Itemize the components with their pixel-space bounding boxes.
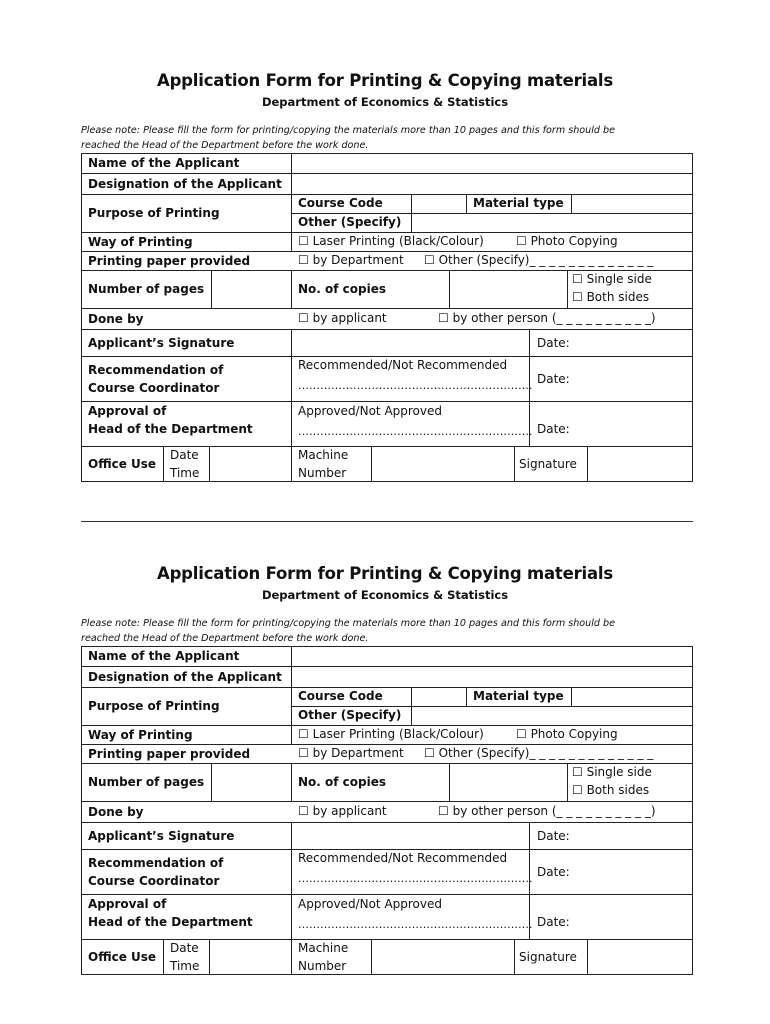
office-time-label: Time xyxy=(170,959,200,973)
both-sides-checkbox[interactable]: ☐ Both sides xyxy=(572,783,650,797)
course-code-label: Course Code xyxy=(298,689,383,703)
by-applicant-checkbox[interactable]: ☐ by applicant xyxy=(298,804,387,818)
approval-label-line2: Head of the Department xyxy=(88,915,253,929)
designation-field[interactable] xyxy=(292,175,692,194)
office-signature-label: Signature xyxy=(519,457,577,471)
by-other-checkbox[interactable]: ☐ by other person (_ _ _ _ _ _ _ _ _ _) xyxy=(438,804,656,818)
name-label: Name of the Applicant xyxy=(88,156,240,170)
recommended-options[interactable]: Recommended/Not Recommended xyxy=(298,851,508,865)
office-date-label: Date xyxy=(170,941,199,955)
name-field[interactable] xyxy=(292,154,692,173)
copies-field[interactable] xyxy=(450,764,566,801)
course-code-field[interactable] xyxy=(412,195,465,213)
done-by-label: Done by xyxy=(88,805,144,819)
recommendation-date-label: Date: xyxy=(537,372,570,386)
recommended-dots: ………………………………………………………. xyxy=(298,379,533,392)
office-signature-field[interactable] xyxy=(588,940,692,974)
way-label: Way of Printing xyxy=(88,235,193,249)
pages-field[interactable] xyxy=(212,271,290,308)
recommended-dots: ………………………………………………………. xyxy=(298,872,533,885)
signature-date-label: Date: xyxy=(537,336,570,350)
way-label: Way of Printing xyxy=(88,728,193,742)
by-other-checkbox[interactable]: ☐ by other person (_ _ _ _ _ _ _ _ _ _) xyxy=(438,311,656,325)
office-use-label: Office Use xyxy=(88,950,157,964)
paper-label: Printing paper provided xyxy=(88,747,251,761)
other-specify-field[interactable] xyxy=(412,707,692,725)
signature-field[interactable] xyxy=(292,823,528,849)
note-line-2: reached the Head of the Department before the work done. xyxy=(81,140,369,151)
office-use-label: Office Use xyxy=(88,457,157,471)
photo-checkbox[interactable]: ☐ Photo Copying xyxy=(516,234,618,248)
by-applicant-checkbox[interactable]: ☐ by applicant xyxy=(298,311,387,325)
designation-label: Designation of the Applicant xyxy=(88,670,282,684)
office-date-time-field[interactable] xyxy=(210,447,290,481)
recommendation-label-line1: Recommendation of xyxy=(88,856,224,870)
approved-options[interactable]: Approved/Not Approved xyxy=(298,897,442,911)
course-code-field[interactable] xyxy=(412,688,465,706)
purpose-label: Purpose of Printing xyxy=(88,206,220,220)
department-name: Department of Economics & Statistics xyxy=(261,95,509,109)
department-name: Department of Economics & Statistics xyxy=(261,588,509,602)
note-line-1: Please note: Please fill the form for printing/copying the materials more than 10 pages and this form should be xyxy=(81,618,616,629)
single-side-checkbox[interactable]: ☐ Single side xyxy=(572,765,652,779)
machine-label-line1: Machine xyxy=(298,941,349,955)
copies-label: No. of copies xyxy=(298,775,387,789)
recommendation-date-label: Date: xyxy=(537,865,570,879)
pages-label: Number of pages xyxy=(88,282,205,296)
approved-dots: ………………………………………………………. xyxy=(298,425,533,438)
recommendation-label-line1: Recommendation of xyxy=(88,363,224,377)
approval-date-label: Date: xyxy=(537,422,570,436)
form-table xyxy=(81,646,693,975)
recommendation-label-line2: Course Coordinator xyxy=(88,874,220,888)
copies-field[interactable] xyxy=(450,271,566,308)
form-table xyxy=(81,153,693,482)
office-signature-field[interactable] xyxy=(588,447,692,481)
form-title: Application Form for Printing & Copying materials xyxy=(157,564,613,583)
machine-number-field[interactable] xyxy=(372,940,513,974)
machine-label-line1: Machine xyxy=(298,448,349,462)
machine-number-field[interactable] xyxy=(372,447,513,481)
other-paper-checkbox[interactable]: ☐ Other (Specify)_ _ _ _ _ _ _ _ _ _ _ _ _ xyxy=(424,746,654,760)
photo-checkbox[interactable]: ☐ Photo Copying xyxy=(516,727,618,741)
office-signature-label: Signature xyxy=(519,950,577,964)
name-label: Name of the Applicant xyxy=(88,649,240,663)
laser-checkbox[interactable]: ☐ Laser Printing (Black/Colour) xyxy=(298,234,484,248)
other-specify-label: Other (Specify) xyxy=(298,708,402,722)
designation-label: Designation of the Applicant xyxy=(88,177,282,191)
material-type-field[interactable] xyxy=(572,688,692,706)
course-code-label: Course Code xyxy=(298,196,383,210)
copies-label: No. of copies xyxy=(298,282,387,296)
signature-label: Applicant’s Signature xyxy=(88,336,235,350)
approval-label-line1: Approval of xyxy=(88,404,167,418)
form-title: Application Form for Printing & Copying materials xyxy=(157,71,613,90)
note-line-1: Please note: Please fill the form for printing/copying the materials more than 10 pages and this form should be xyxy=(81,125,616,136)
application-form-1 xyxy=(81,71,693,501)
approved-dots: ………………………………………………………. xyxy=(298,918,533,931)
done-by-label: Done by xyxy=(88,312,144,326)
signature-date-label: Date: xyxy=(537,829,570,843)
material-type-label: Material type xyxy=(473,196,564,210)
signature-label: Applicant’s Signature xyxy=(88,829,235,843)
paper-label: Printing paper provided xyxy=(88,254,251,268)
by-department-checkbox[interactable]: ☐ by Department xyxy=(298,253,404,267)
office-date-label: Date xyxy=(170,448,199,462)
machine-label-line2: Number xyxy=(298,959,347,973)
designation-field[interactable] xyxy=(292,668,692,687)
office-date-time-field[interactable] xyxy=(210,940,290,974)
recommendation-label-line2: Course Coordinator xyxy=(88,381,220,395)
purpose-label: Purpose of Printing xyxy=(88,699,220,713)
material-type-label: Material type xyxy=(473,689,564,703)
laser-checkbox[interactable]: ☐ Laser Printing (Black/Colour) xyxy=(298,727,484,741)
recommended-options[interactable]: Recommended/Not Recommended xyxy=(298,358,508,372)
separator-line xyxy=(81,521,693,522)
office-time-label: Time xyxy=(170,466,200,480)
other-paper-checkbox[interactable]: ☐ Other (Specify)_ _ _ _ _ _ _ _ _ _ _ _ _ xyxy=(424,253,654,267)
material-type-field[interactable] xyxy=(572,195,692,213)
approved-options[interactable]: Approved/Not Approved xyxy=(298,404,442,418)
single-side-checkbox[interactable]: ☐ Single side xyxy=(572,272,652,286)
other-specify-label: Other (Specify) xyxy=(298,215,402,229)
both-sides-checkbox[interactable]: ☐ Both sides xyxy=(572,290,650,304)
other-specify-field[interactable] xyxy=(412,214,692,232)
by-department-checkbox[interactable]: ☐ by Department xyxy=(298,746,404,760)
pages-label: Number of pages xyxy=(88,775,205,789)
machine-label-line2: Number xyxy=(298,466,347,480)
approval-date-label: Date: xyxy=(537,915,570,929)
approval-label-line1: Approval of xyxy=(88,897,167,911)
name-field[interactable] xyxy=(292,647,692,666)
application-form-2 xyxy=(81,564,693,994)
signature-field[interactable] xyxy=(292,330,528,356)
note-line-2: reached the Head of the Department before the work done. xyxy=(81,633,369,644)
approval-label-line2: Head of the Department xyxy=(88,422,253,436)
pages-field[interactable] xyxy=(212,764,290,801)
